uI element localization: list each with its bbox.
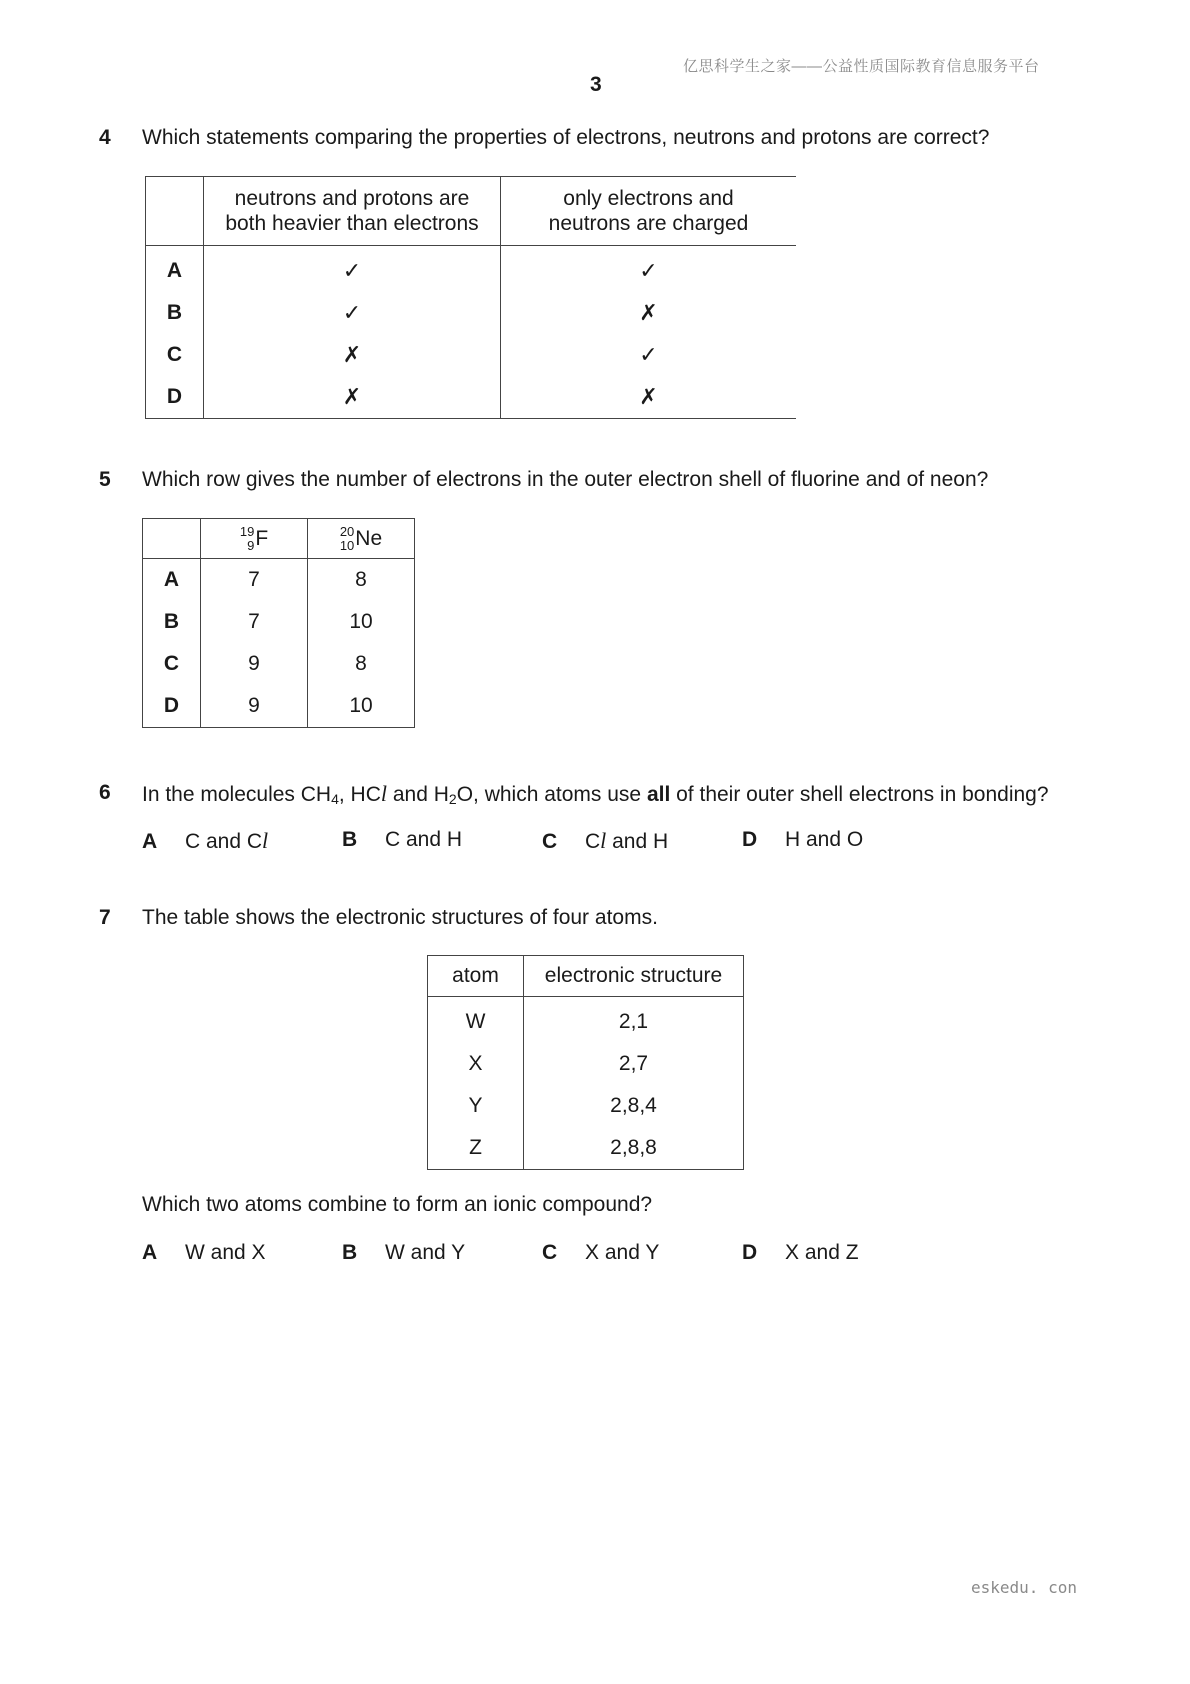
row-letter: C	[143, 643, 201, 685]
cross-mark-icon: ✗	[204, 376, 501, 419]
fluorine-value: 7	[201, 559, 308, 602]
option-letter: A	[142, 830, 158, 853]
table-row	[146, 334, 797, 376]
column-header-atom: atom	[428, 956, 524, 997]
table-corner-cell	[146, 177, 204, 246]
option-text: C	[585, 830, 601, 853]
neon-value: 8	[355, 652, 367, 675]
structure-cell: 2,8,8	[610, 1136, 657, 1159]
table-row	[143, 559, 415, 602]
option-text: H and O	[785, 828, 864, 851]
neon-value: 10	[349, 694, 373, 717]
question-4-text: Which statements comparing the properties of electrons, neutrons and protons are correct?	[142, 126, 990, 149]
fluorine-value: 9	[201, 643, 308, 685]
row-letter: D	[146, 376, 204, 419]
subscript: 4	[331, 791, 339, 807]
option-letter: B	[342, 1241, 358, 1264]
neon-value: 8	[355, 568, 367, 591]
check-mark-icon: ✓	[204, 246, 501, 293]
watermark-text: 亿思科学生之家——公益性质国际教育信息服务平台	[683, 58, 1040, 75]
option-text: and H	[606, 830, 669, 853]
table-row	[428, 1127, 744, 1170]
row-letter: A	[146, 246, 204, 293]
atomic-number: 10	[339, 537, 355, 553]
fluorine-value: 9	[201, 685, 308, 728]
q6-text-part: O, which atoms use	[456, 783, 647, 806]
question-7-prompt: Which two atoms combine to form an ionic compound?	[142, 1193, 653, 1216]
neon-value: 10	[349, 610, 373, 633]
q6-text-part: In the molecules CH	[142, 783, 332, 806]
element-symbol: Ne	[355, 526, 383, 550]
question-5-number: 5	[99, 468, 111, 491]
option-c[interactable]	[542, 1241, 659, 1265]
option-d[interactable]	[742, 1241, 859, 1265]
table-row	[143, 685, 415, 728]
cross-mark-icon: ✗	[501, 376, 797, 419]
atom-cell: X	[428, 1043, 524, 1085]
option-text: X and Z	[785, 1241, 859, 1264]
option-text: W and Y	[385, 1241, 466, 1264]
table-row	[146, 376, 797, 419]
option-b[interactable]	[342, 828, 462, 852]
column-header-line: only electrons and	[563, 187, 734, 210]
table-row	[143, 643, 415, 685]
column-header-line: both heavier than electrons	[225, 212, 479, 235]
emphasis-all: all	[646, 783, 671, 806]
question-4-number: 4	[99, 126, 111, 149]
atom-cell: W	[428, 997, 524, 1044]
column-header-neon	[308, 519, 415, 559]
q6-text-part: of their outer shell electrons in bonding?	[670, 783, 1049, 806]
script-l: l	[262, 828, 269, 853]
table-row	[146, 292, 797, 334]
check-mark-icon: ✓	[204, 292, 501, 334]
table-row	[428, 1043, 744, 1085]
question-6-number: 6	[99, 781, 111, 804]
table-row	[428, 1085, 744, 1127]
column-header-heavier	[204, 177, 501, 246]
column-header-line: neutrons and protons are	[234, 187, 470, 210]
option-d[interactable]	[742, 828, 863, 852]
question-6-text	[142, 781, 1049, 807]
element-symbol: F	[255, 526, 269, 550]
footer-site: eskedu. con	[971, 1578, 1077, 1597]
option-a[interactable]	[142, 828, 268, 854]
fluorine-value: 7	[201, 601, 308, 643]
row-letter: A	[143, 559, 201, 602]
question-7-table	[427, 955, 744, 1170]
option-letter: D	[742, 828, 758, 851]
option-letter: C	[542, 1241, 558, 1264]
table-row	[146, 246, 797, 293]
check-mark-icon: ✓	[639, 258, 658, 284]
option-letter: A	[142, 1241, 158, 1264]
column-header-fluorine	[201, 519, 308, 559]
row-letter: B	[146, 292, 204, 334]
column-header-charged	[501, 177, 797, 246]
atom-cell: Z	[428, 1127, 524, 1170]
option-c[interactable]	[542, 828, 668, 854]
row-letter: D	[143, 685, 201, 728]
atom-cell: Y	[428, 1085, 524, 1127]
neon-nuclide	[340, 525, 382, 553]
option-text: X and Y	[585, 1241, 660, 1264]
column-header-line: neutrons are charged	[548, 212, 749, 235]
script-l: l	[600, 828, 607, 853]
column-header-structure: electronic structure	[524, 956, 744, 997]
option-text: C and C	[185, 830, 263, 853]
row-letter: C	[146, 334, 204, 376]
page-number: 3	[590, 73, 602, 96]
row-letter: B	[143, 601, 201, 643]
question-5-text: Which row gives the number of electrons in the outer electron shell of fluorine and of neon?	[142, 468, 989, 491]
nuclide-numbers	[240, 525, 254, 553]
option-letter: D	[742, 1241, 758, 1264]
option-b[interactable]	[342, 1241, 465, 1265]
cross-mark-icon: ✗	[204, 334, 501, 376]
table-corner-cell	[143, 519, 201, 559]
check-mark-icon: ✓	[639, 342, 658, 368]
question-7-number: 7	[99, 906, 111, 929]
q6-text-part: , HC	[338, 783, 381, 806]
option-text: W and X	[185, 1241, 266, 1264]
question-5-table	[142, 518, 415, 728]
table-row	[143, 601, 415, 643]
atomic-number: 9	[247, 537, 255, 553]
nuclide-numbers	[340, 525, 354, 553]
mass-number: 19	[239, 523, 255, 539]
option-letter: B	[342, 828, 358, 851]
cross-mark-icon: ✗	[639, 300, 658, 326]
question-7-text: The table shows the electronic structures of four atoms.	[142, 906, 658, 929]
structure-cell: 2,8,4	[610, 1094, 657, 1117]
question-4-table	[145, 176, 796, 419]
option-a[interactable]	[142, 1241, 266, 1265]
fluorine-nuclide	[240, 525, 268, 553]
subscript: 2	[448, 791, 457, 807]
q6-text-part: and H	[387, 783, 449, 806]
table-row	[428, 997, 744, 1044]
option-text: C and H	[385, 828, 463, 851]
structure-cell: 2,7	[618, 1052, 649, 1075]
mass-number: 20	[339, 523, 355, 539]
structure-cell: 2,1	[618, 1010, 649, 1033]
option-letter: C	[542, 830, 558, 853]
script-l: l	[380, 781, 388, 806]
